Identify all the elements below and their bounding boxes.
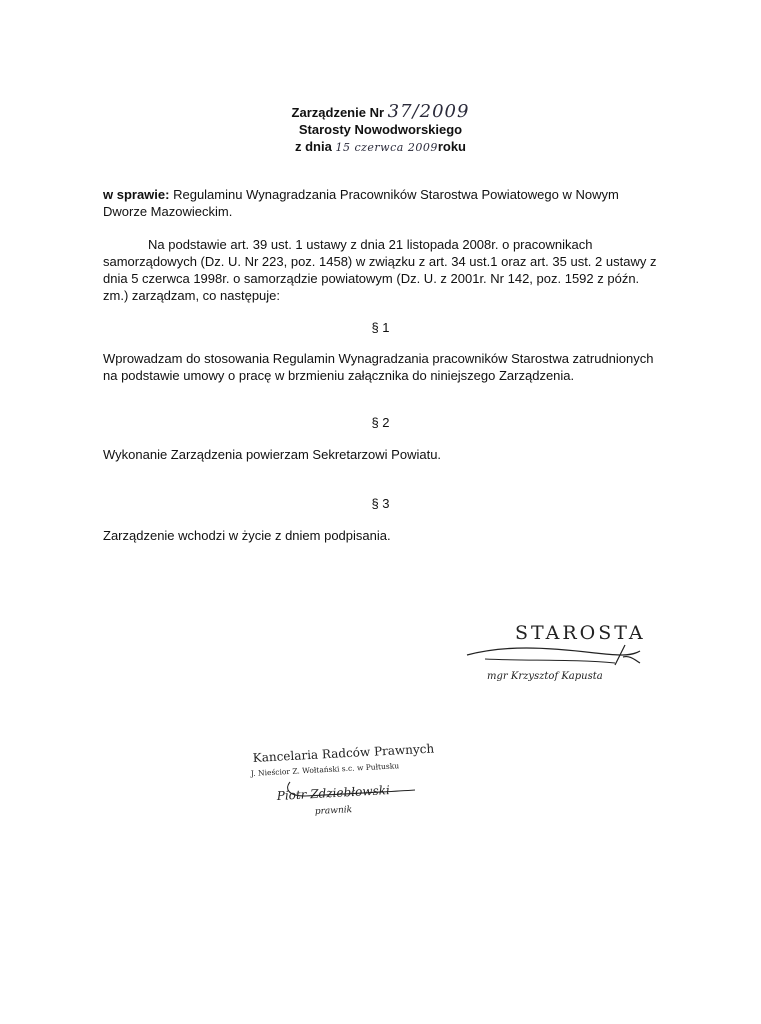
law-office-stamp: [245, 738, 445, 823]
header-date-line: [0, 138, 761, 156]
document-header: [0, 103, 761, 156]
legal-basis-paragraph: Na podstawie art. 39 ust. 1 ustawy z dnia 21 listopada 2008r. o pracownikach samorządowych (Dz. U. Nr 223, poz. 1458) w związku z art. 34 ust.1 oraz art. 35 ust. 2 ustawy z dnia 5 czerwca 1998r. o samorządzie powiatowym (Dz. U. z 2001r. Nr 142, poz. 1592 z późn. zm.) zarządzam, co następuje:: [103, 237, 657, 303]
starosta-stamp: [465, 615, 665, 690]
stamp-starosta-title: STAROSTA: [515, 622, 646, 644]
stamp-kancelaria-line2: J. Nieścior Z. Wołtański s.c. w Pułtusku: [250, 761, 400, 778]
header-title-line: [0, 103, 761, 121]
signature-stroke: [485, 659, 615, 663]
section-1-mark: § 1: [371, 320, 390, 335]
stamp-starosta-name: mgr Krzysztof Kapusta: [487, 671, 603, 682]
section-1-text: Wprowadzam do stosowania Regulamin Wynagradzania pracowników Starostwa zatrudnionych na podstawie umowy o pracę w brzmieniu załącznika do niniejszego Zarządzenia.: [103, 351, 654, 383]
subject-text: Regulaminu Wynagradzania Pracowników Starostwa Powiatowego w Nowym Dworze Mazowieckim.: [103, 187, 619, 219]
handwritten-date: 15 czerwca 2009: [335, 141, 438, 154]
section-3-text: Zarządzenie wchodzi w życie z dniem podpisania.: [103, 528, 391, 543]
section-3-mark: § 3: [371, 496, 390, 511]
subject-lead: w sprawie:: [103, 187, 170, 202]
section-2-text: Wykonanie Zarządzenia powierzam Sekretarzowi Powiatu.: [103, 447, 442, 462]
header-title-prefix: Zarządzenie Nr: [291, 105, 385, 120]
header-date-prefix: z dnia: [295, 139, 332, 154]
stamp-kancelaria-line1: Kancelaria Radców Prawnych: [252, 741, 435, 765]
subject-paragraph: [103, 186, 663, 220]
handwritten-number: 37/2009: [387, 101, 470, 122]
section-2-mark: § 2: [371, 415, 390, 430]
header-issuer: Starosty Nowodworskiego: [298, 122, 463, 137]
stamp-kancelaria-role: prawnik: [314, 805, 353, 817]
header-date-suffix: roku: [437, 139, 466, 154]
stamp-kancelaria-name: Piotr Zdziebłowski: [276, 783, 391, 803]
signature-stroke: [467, 648, 640, 655]
